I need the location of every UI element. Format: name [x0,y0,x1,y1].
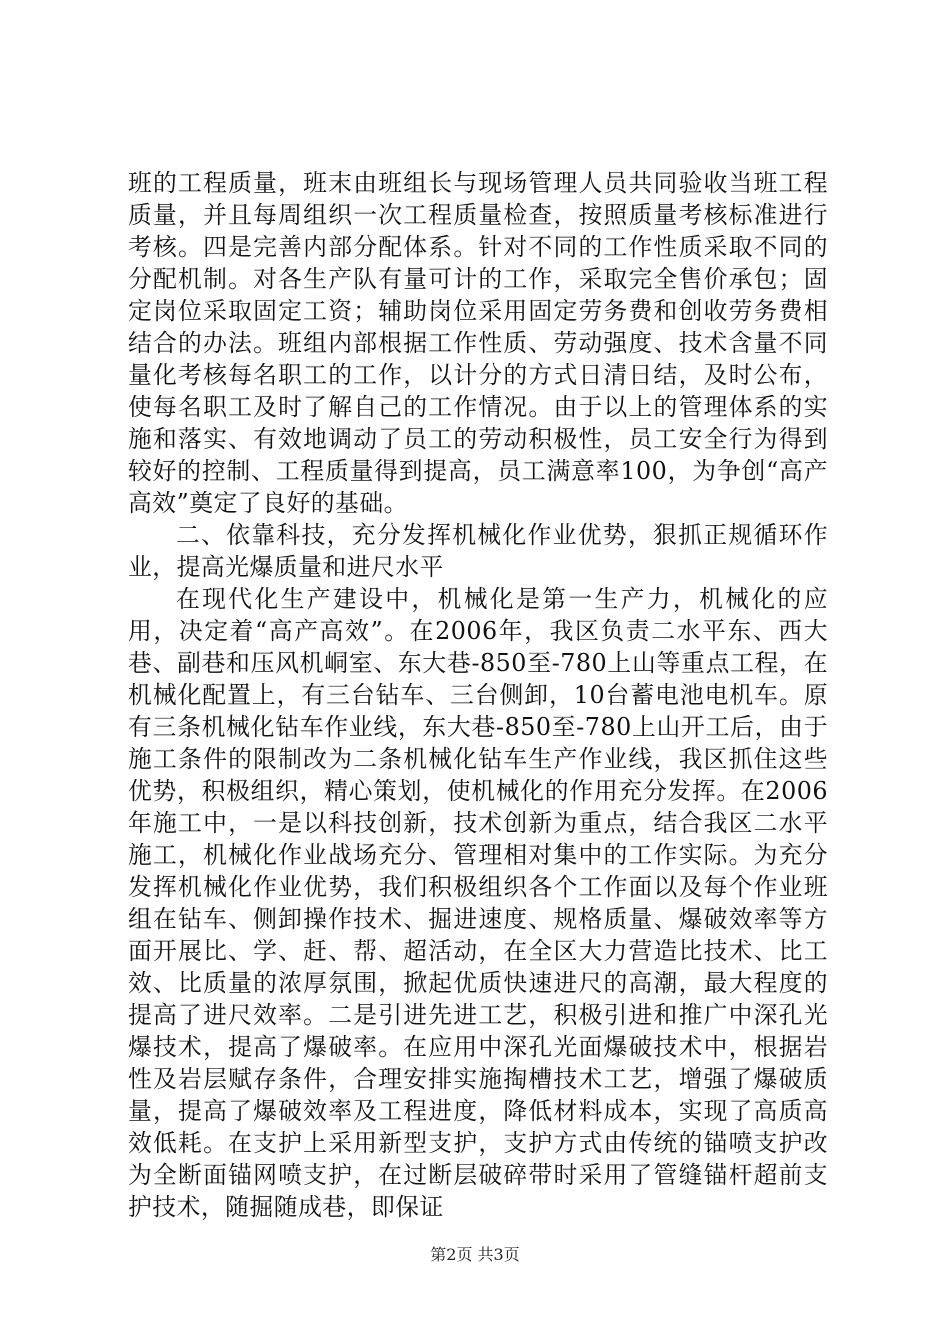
section-heading: 二、依靠科技，充分发挥机械化作业优势，狠抓正规循环作业，提高光爆质量和进尺水平 [128,521,828,581]
page-footer: 第2页 共3页 [430,1245,520,1264]
paragraph-continuation: 班的工程质量，班末由班组长与现场管理人员共同验收当班工程质量，并且每周组织一次工程质量检查，按照质量考核标准进行考核。四是完善内部分配体系。针对不同的工作性质采取不同的分配机制。对各生产队有量可计的工作，采取完全售价承包；固定岗位采取固定工资；辅助岗位采用固定劳务费和创收劳务费相结合的办法。班组内部根据工作性质、劳动强度、技术含量不同量化考核每名职工的工作，以计分的方式日清日结，及时公布，使每名职工及时了解自己的工作情况。由于以上的管理体系的实施和落实、有效地调动了员工的劳动积极性，员工安全行为得到较好的控制、工程质量得到提高，员工满意率100，为争创“高产高效”奠定了良好的基础。 [128,169,828,517]
document-body [128,167,828,1223]
paragraph-body: 在现代化生产建设中，机械化是第一生产力，机械化的应用，决定着“高产高效”。在2006年，我区负责二水平东、西大巷、副巷和压风机峒室、东大巷-850至-780上山等重点工程，在机械化配置上，有三台钻车、三台侧卸，10台蓄电池电机车。原有三条机械化钻车作业线，东大巷-850至-780上山开工后，由于施工条件的限制改为二条机械化钻车生产作业线，我区抓住这些优势，积极组织，精心策划，使机械化的作用充分发挥。在2006年施工中，一是以科技创新，技术创新为重点，结合我区二水平施工，机械化作业战场充分、管理相对集中的工作实际。为充分发挥机械化作业优势，我们积极组织各个工作面以及每个作业班组在钻车、侧卸操作技术、掘进速度、规格质量、爆破效率等方面开展比、学、赶、帮、超活动，在全区大力营造比技术、比工效、比质量的浓厚氛围，掀起优质快速进尺的高潮，最大程度的提高了进尺效率。二是引进先进工艺，积极引进和推广中深孔光爆技术，提高了爆破率。在应用中深孔光面爆破技术中，根据岩性及岩层赋存条件，合理安排实施掏槽技术工艺，增强了爆破质量，提高了爆破效率及工程进度，降低材料成本，实现了高质高效低耗。在支护上采用新型支护，支护方式由传统的锚喷支护改为全断面锚网喷支护，在过断层破碎带时采用了管缝锚杆超前支护技术，随掘随成巷，即保证 [128,585,828,1221]
